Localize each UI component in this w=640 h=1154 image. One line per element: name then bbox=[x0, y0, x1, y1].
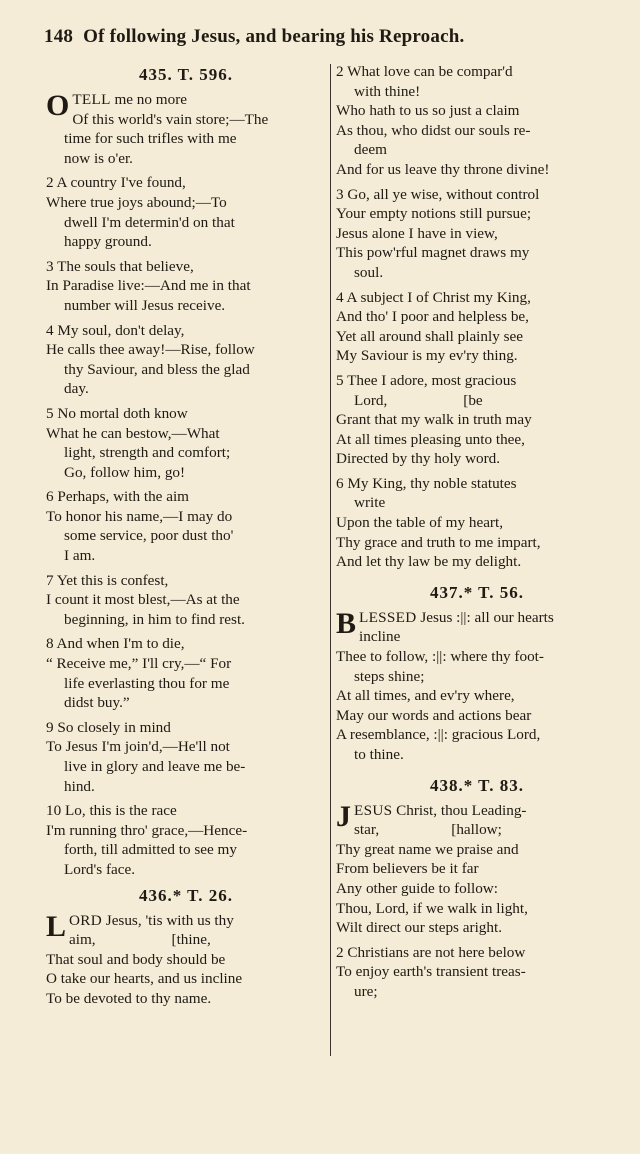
verse-line: To Jesus I'm join'd,—He'll not bbox=[46, 738, 230, 756]
verse-line: didst buy.” bbox=[64, 694, 130, 712]
verse-line: live in glory and leave me be- bbox=[64, 758, 246, 775]
verse-line: 7 Yet this is confest, bbox=[46, 571, 169, 589]
hymn-435-stanza-9 bbox=[46, 718, 326, 796]
hymn-438-title: 438.* T. 83. bbox=[429, 775, 525, 795]
verse-line: 5 No mortal doth know bbox=[46, 404, 188, 422]
verse-line: In Paradise live:—And me in that bbox=[46, 277, 251, 295]
verse-line: Directed by thy holy word. bbox=[336, 450, 501, 468]
verse-line: 4 A subject I of Christ my King, bbox=[336, 288, 531, 306]
drop-cap: J bbox=[336, 799, 351, 833]
verse-line: Yet all around shall plainly see bbox=[336, 327, 524, 345]
verse-line: 3 Go, all ye wise, without control bbox=[336, 185, 540, 203]
verse-line: A resemblance, :||: gracious Lord, bbox=[336, 726, 541, 744]
verse-line: Thee to follow, :||: where thy foot- bbox=[336, 648, 544, 666]
verse-line: 2 What love can be compar'd bbox=[336, 63, 513, 80]
verse-line: 4 My soul, don't delay, bbox=[46, 321, 185, 339]
verse-line: I am. bbox=[64, 547, 96, 565]
verse-line: Lord, [be bbox=[354, 391, 483, 409]
verse-line: At all times pleasing unto thee, bbox=[336, 430, 525, 448]
verse-line: Jesus, 'tis with us thy bbox=[105, 911, 234, 929]
verse-line: And for us leave thy throne divine! bbox=[336, 160, 550, 178]
verse-line: Thy grace and truth to me impart, bbox=[336, 533, 541, 551]
verse-line: And tho' I poor and helpless be, bbox=[336, 308, 529, 326]
first-word: ORD bbox=[69, 911, 102, 929]
verse-line: number will Jesus receive. bbox=[64, 296, 226, 314]
verse-line: As thou, who didst our souls re- bbox=[336, 121, 531, 139]
verse-line: 9 So closely in mind bbox=[46, 718, 171, 736]
verse-line: I count it most blest,—As at the bbox=[46, 591, 240, 609]
hymn-435-title: 435. T. 596. bbox=[138, 65, 234, 84]
verse-line: That soul and body should be bbox=[46, 950, 226, 968]
hymn-438-stanza-2 bbox=[336, 943, 618, 1002]
verse-line: with thine! bbox=[354, 82, 421, 100]
right-column bbox=[336, 62, 618, 1007]
hymn-435-stanza-8 bbox=[46, 634, 326, 712]
hymn-435-stanza-4 bbox=[46, 321, 326, 399]
verse-line: Go, follow him, go! bbox=[64, 463, 186, 481]
running-header bbox=[44, 26, 604, 48]
verse-line: Christ, thou Leading- bbox=[396, 801, 527, 819]
verse-line: time for such trifles with me bbox=[64, 130, 237, 148]
verse-line: And let thy law be my delight. bbox=[336, 553, 522, 571]
verse-line: me no more bbox=[114, 91, 187, 108]
verse-line: Who hath to us so just a claim bbox=[336, 102, 520, 120]
first-word: LESSED bbox=[359, 608, 417, 626]
hymn-435-stanza-7 bbox=[46, 571, 326, 630]
verse-line: Jesus :||: all our hearts bbox=[420, 608, 554, 626]
verse-line: light, strength and comfort; bbox=[64, 444, 231, 462]
verse-line: day. bbox=[64, 380, 89, 398]
verse-line: Where true joys abound;—To bbox=[46, 193, 227, 211]
hymn-435-stanza-10 bbox=[46, 801, 326, 879]
verse-line: 6 Perhaps, with the aim bbox=[46, 488, 189, 506]
verse-line: What he can bestow,—What bbox=[46, 424, 220, 442]
left-column bbox=[46, 62, 326, 1014]
verse-line: star, [hallow; bbox=[354, 821, 502, 839]
column-divider bbox=[330, 64, 331, 1056]
drop-cap: L bbox=[46, 909, 67, 943]
hymn-436-title: 436.* T. 26. bbox=[138, 885, 234, 905]
verse-line: Jesus alone I have in view, bbox=[336, 224, 498, 242]
hymn-437-title: 437.* T. 56. bbox=[429, 582, 525, 602]
verse-line: Of this world's vain store;—The bbox=[72, 110, 269, 128]
verse-line: He calls thee away!—Rise, follow bbox=[46, 341, 255, 359]
verse-line: life everlasting thou for me bbox=[64, 674, 230, 692]
hymn-435-stanza-3 bbox=[46, 257, 326, 316]
drop-cap: O bbox=[46, 89, 70, 122]
verse-line: To honor his name,—I may do bbox=[46, 507, 233, 525]
verse-line: deem bbox=[354, 141, 387, 159]
hymn-435-stanza-1 bbox=[46, 90, 326, 168]
page-number: 148 bbox=[44, 26, 74, 47]
verse-line: 2 A country I've found, bbox=[46, 174, 186, 192]
verse-line: Thou, Lord, if we walk in light, bbox=[336, 899, 528, 917]
verse-line: happy ground. bbox=[64, 233, 152, 251]
drop-cap: B bbox=[336, 606, 357, 640]
hymn-435-stanza-2 bbox=[46, 173, 326, 251]
verse-line: My Saviour is my ev'ry thing. bbox=[336, 347, 518, 365]
verse-line: hind. bbox=[64, 777, 95, 795]
verse-line: Any other guide to follow: bbox=[336, 879, 498, 897]
verse-line: I'm running thro' grace,—Hence- bbox=[46, 821, 248, 839]
verse-line: Upon the table of my heart, bbox=[336, 514, 504, 532]
verse-line: 2 Christians are not here below bbox=[336, 943, 526, 961]
verse-line: Wilt direct our steps aright. bbox=[336, 919, 502, 937]
verse-line: aim, [thine, bbox=[69, 931, 211, 949]
verse-line: 8 And when I'm to die, bbox=[46, 635, 185, 653]
verse-line: May our words and actions bear bbox=[336, 706, 532, 724]
verse-line: write bbox=[354, 494, 386, 512]
verse-line: O take our hearts, and us incline bbox=[46, 970, 243, 988]
verse-line: 6 My King, thy noble statutes bbox=[336, 474, 517, 492]
verse-line: This pow'rful magnet draws my bbox=[336, 244, 530, 262]
verse-line: to thine. bbox=[354, 746, 404, 763]
hymn-436-stanza-1 bbox=[46, 911, 326, 1009]
verse-line: thy Saviour, and bless the glad bbox=[64, 360, 250, 378]
first-word: TELL bbox=[72, 91, 111, 108]
hymn-438-stanza-1 bbox=[336, 801, 618, 938]
verse-line: now is o'er. bbox=[64, 149, 133, 167]
verse-line: soul. bbox=[354, 263, 384, 281]
verse-line: incline bbox=[359, 628, 401, 646]
verse-line: 3 The souls that believe, bbox=[46, 257, 194, 275]
hymn-435-stanza-5 bbox=[46, 404, 326, 482]
verse-line: “ Receive me,” I'll cry,—“ For bbox=[46, 655, 232, 673]
hymn-436-stanza-5 bbox=[336, 371, 618, 469]
hymn-435-stanza-6 bbox=[46, 487, 326, 565]
verse-line: From believers be it far bbox=[336, 860, 479, 878]
verse-line: some service, poor dust tho' bbox=[64, 527, 234, 545]
verse-line: 5 Thee I adore, most gracious bbox=[336, 371, 517, 389]
verse-line: steps shine; bbox=[354, 667, 425, 685]
running-title: Of following Jesus, and bearing his Reproach. bbox=[83, 26, 465, 47]
verse-line: Your empty notions still pursue; bbox=[336, 205, 532, 223]
verse-line: beginning, in him to find rest. bbox=[64, 610, 245, 628]
verse-line: Grant that my walk in truth may bbox=[336, 411, 532, 429]
verse-line: To be devoted to thy name. bbox=[46, 989, 212, 1007]
verse-line: dwell I'm determin'd on that bbox=[64, 213, 235, 231]
hymn-436-stanza-6 bbox=[336, 474, 618, 572]
verse-line: At all times, and ev'ry where, bbox=[336, 687, 515, 705]
verse-line: To enjoy earth's transient treas- bbox=[336, 963, 526, 981]
first-word: ESUS bbox=[354, 801, 393, 819]
verse-line: forth, till admitted to see my bbox=[64, 841, 237, 859]
hymn-436-stanza-2 bbox=[336, 62, 618, 180]
verse-line: Lord's face. bbox=[64, 860, 136, 878]
verse-line: 10 Lo, this is the race bbox=[46, 802, 177, 820]
verse-line: Thy great name we praise and bbox=[336, 840, 519, 858]
hymn-436-stanza-3 bbox=[336, 185, 618, 283]
verse-line: ure; bbox=[354, 982, 378, 1000]
hymn-437-stanza-1 bbox=[336, 608, 618, 765]
hymn-436-stanza-4 bbox=[336, 288, 618, 366]
